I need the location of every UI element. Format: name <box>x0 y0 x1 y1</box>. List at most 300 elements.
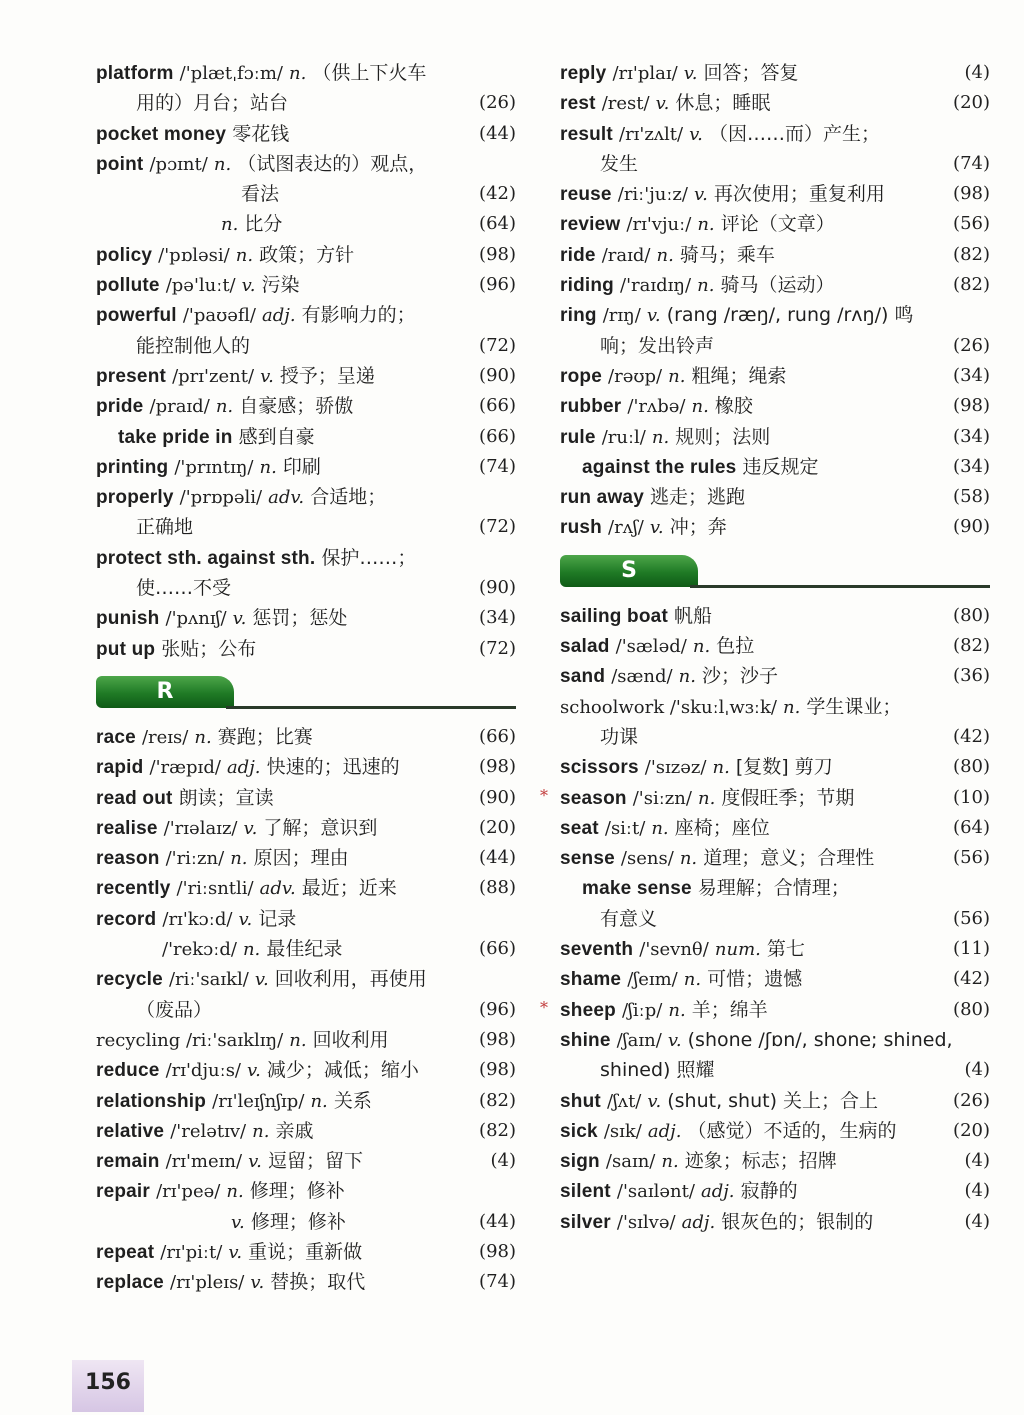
definition: 修理；修补 <box>250 1210 346 1233</box>
page-ref: (4) <box>964 1150 990 1172</box>
phonetic: /sænd/ <box>611 666 673 688</box>
definition: 回答；答复 <box>703 62 799 84</box>
phonetic: /'pɒləsi/ <box>158 244 230 266</box>
glossary-entry <box>96 240 516 270</box>
part-of-speech: v. <box>247 1060 261 1082</box>
glossary-entry <box>96 1086 516 1116</box>
definition: 寂静的 <box>740 1180 798 1203</box>
headword: reply <box>560 63 607 84</box>
glossary-entry <box>96 603 516 633</box>
page-ref: (80) <box>953 756 990 778</box>
glossary-entry <box>96 119 516 149</box>
phonetic: /ruːl/ <box>601 426 646 448</box>
page-ref: (82) <box>953 274 990 296</box>
part-of-speech: v. <box>248 1151 262 1173</box>
glossary-entry <box>96 391 516 421</box>
page-ref: (34) <box>953 425 990 447</box>
glossary-entry <box>96 964 516 994</box>
phonetic: /reɪs/ <box>141 726 189 748</box>
definition: 自豪感；骄傲 <box>239 395 354 418</box>
page-ref: (82) <box>953 243 990 265</box>
headword: silent <box>560 1181 611 1203</box>
definition: 沙；沙子 <box>702 665 779 688</box>
part-of-speech: n. <box>259 456 277 478</box>
section-header <box>560 543 990 601</box>
headword: sailing boat <box>560 605 668 627</box>
definition: 污染 <box>261 274 300 297</box>
glossary-entry <box>96 88 516 118</box>
part-of-speech: adv. <box>259 878 296 900</box>
definition: （试图表达的）观点， <box>237 152 428 175</box>
phonetic: /riː'saɪkl/ <box>168 969 249 991</box>
glossary-entry <box>96 209 516 239</box>
headword: punish <box>96 608 160 630</box>
definition: 骑马；乘车 <box>679 243 775 266</box>
page-ref: (4) <box>964 1059 990 1081</box>
part-of-speech: n. <box>252 1120 270 1142</box>
definition: shined) 照耀 <box>600 1059 715 1082</box>
page-ref: (66) <box>479 725 516 747</box>
headword: rubber <box>560 396 622 418</box>
glossary-entry <box>96 270 516 300</box>
glossary-entry <box>560 692 990 722</box>
page-ref: (98) <box>479 1059 516 1081</box>
part-of-speech: v. <box>683 63 698 84</box>
page-ref: (88) <box>479 877 516 899</box>
part-of-speech: num. <box>714 939 761 961</box>
headword: against the rules <box>582 456 737 478</box>
definition: 零花钱 <box>232 122 290 145</box>
definition: 政策；方针 <box>259 243 355 266</box>
part-of-speech: adj. <box>226 757 261 779</box>
glossary-entry <box>560 1025 990 1055</box>
definition: 再次使用；重复利用 <box>713 183 885 206</box>
definition: 回收利用，再使用 <box>274 968 427 991</box>
part-of-speech: n. <box>697 275 715 297</box>
glossary-entry <box>96 179 516 209</box>
definition: 赛跑；比赛 <box>217 725 313 748</box>
glossary-entry <box>560 149 990 179</box>
headword: put up <box>96 638 156 660</box>
definition: 保护……； <box>321 546 417 569</box>
definition: 最佳纪录 <box>266 938 343 961</box>
page-ref: (82) <box>953 635 990 657</box>
headword: relative <box>96 1120 165 1142</box>
definition: （感觉）不适的，生病的 <box>687 1119 897 1142</box>
definition: 功课 <box>600 725 639 748</box>
glossary-entry <box>560 422 990 452</box>
definition: 有意义 <box>600 907 658 930</box>
headword: replace <box>96 1272 164 1294</box>
page-ref: (90) <box>479 364 516 386</box>
definition: 感到自豪 <box>238 425 315 448</box>
glossary-entry <box>560 482 990 512</box>
definition: 银灰色的；银制的 <box>721 1210 874 1233</box>
phonetic: /'riːzn/ <box>165 848 225 870</box>
definition: 修理；修补 <box>249 1180 345 1203</box>
definition: 快速的；迅速的 <box>266 756 400 779</box>
page-ref: (66) <box>479 425 516 447</box>
glossary-entry <box>96 752 516 782</box>
definition: 回收利用 <box>312 1028 389 1051</box>
headword: shut <box>560 1090 601 1112</box>
page-ref: (44) <box>479 847 516 869</box>
glossary-entry <box>96 995 516 1025</box>
definition: [复数] 剪刀 <box>735 756 833 779</box>
headword: make sense <box>582 878 692 900</box>
headword: scissors <box>560 757 639 779</box>
glossary-entry <box>560 1086 990 1116</box>
glossary-entry <box>96 1025 516 1055</box>
part-of-speech: v. <box>238 908 253 930</box>
glossary-entry <box>560 361 990 391</box>
phonetic: /'ræpɪd/ <box>149 757 221 779</box>
headword: salad <box>560 636 610 658</box>
definition: 记录 <box>258 907 297 930</box>
phonetic: /'prɪntɪŋ/ <box>174 456 254 478</box>
phonetic: /rɪ'peə/ <box>156 1181 221 1203</box>
headword: recently <box>96 878 171 900</box>
headword: sheep <box>560 999 616 1021</box>
definition: 亲戚 <box>275 1119 314 1142</box>
definition: 规则；法则 <box>675 425 771 448</box>
glossary-entry <box>540 995 990 1025</box>
glossary-entry <box>96 1207 516 1237</box>
headword: pollute <box>96 275 160 297</box>
definition: (shut, shut) 关上；合上 <box>667 1089 879 1112</box>
definition: 橡胶 <box>714 395 753 418</box>
phonetic: /riː'juːz/ <box>617 184 688 206</box>
page-ref: (44) <box>479 122 516 144</box>
headword: remain <box>96 1151 160 1173</box>
phonetic: /rest/ <box>601 93 650 115</box>
glossary-entry <box>560 270 990 300</box>
phonetic: /rɪ'vjuː/ <box>626 214 692 236</box>
part-of-speech: adv. <box>268 487 305 509</box>
page-ref: (26) <box>479 92 516 114</box>
glossary-entry <box>560 209 990 239</box>
glossary-entry <box>96 573 516 603</box>
page-ref: (82) <box>479 1119 516 1141</box>
phonetic: /rʌʃ/ <box>608 517 644 539</box>
part-of-speech: n. <box>213 153 232 175</box>
page-ref: (64) <box>953 816 990 838</box>
definition: 冲；奔 <box>669 516 727 539</box>
part-of-speech: n. <box>683 969 702 991</box>
page-ref: (34) <box>953 455 990 477</box>
headword: repair <box>96 1181 151 1203</box>
page-ref: (10) <box>953 786 990 808</box>
headword: rush <box>560 517 602 539</box>
page-ref: (80) <box>953 998 990 1020</box>
headword: powerful <box>96 305 177 327</box>
phonetic: /rɪ'djuːs/ <box>165 1060 241 1082</box>
headword: point <box>96 153 144 175</box>
phonetic: /pɔɪnt/ <box>149 153 208 175</box>
page-ref: (98) <box>479 1240 516 1262</box>
definition: 张贴；公布 <box>161 637 257 660</box>
part-of-speech: v. <box>647 1090 662 1112</box>
phonetic: /rəʊp/ <box>608 365 663 387</box>
part-of-speech: n. <box>235 244 254 266</box>
definition: 度假旺季；节期 <box>721 786 855 809</box>
section-rule <box>690 585 990 588</box>
headword: printing <box>96 456 169 478</box>
phonetic: /'sevnθ/ <box>639 939 709 961</box>
headword: rest <box>560 93 596 115</box>
part-of-speech: n. <box>679 848 698 870</box>
page-ref: (90) <box>479 786 516 808</box>
glossary-entry <box>96 512 516 542</box>
glossary-entry <box>96 361 516 391</box>
phonetic: /'rɪəlaɪz/ <box>163 817 238 839</box>
headword: reduce <box>96 1060 160 1082</box>
page-ref: (26) <box>953 334 990 356</box>
phonetic: /rɪ'piːt/ <box>160 1241 223 1263</box>
definition: 逗留；留下 <box>267 1150 363 1173</box>
definition: 原因；理由 <box>253 847 349 870</box>
part-of-speech: n. <box>242 939 261 961</box>
phonetic: /'plætˌfɔːm/ <box>179 63 283 84</box>
page-ref: (66) <box>479 395 516 417</box>
definition: 能控制他人的 <box>136 334 251 357</box>
glossary-entry <box>560 873 990 903</box>
part-of-speech: n. <box>656 244 674 266</box>
definition: 休息；睡眠 <box>675 92 771 115</box>
glossary-entry <box>96 904 516 934</box>
part-of-speech: v. <box>241 275 256 297</box>
headword: reason <box>96 848 160 870</box>
definition: 学生课业； <box>806 695 902 718</box>
phonetic: /'prɒpəli/ <box>179 487 263 509</box>
glossary-entry <box>96 331 516 361</box>
glossary-entry <box>560 752 990 782</box>
phonetic: /'sæləd/ <box>615 636 687 658</box>
asterisk-icon: * <box>540 997 548 1017</box>
glossary-entry <box>96 543 516 573</box>
phonetic: schoolwork /'skuːlˌwɜːk/ <box>560 696 777 718</box>
headword: shine <box>560 1029 611 1051</box>
glossary-entry <box>560 119 990 149</box>
part-of-speech: v. <box>231 1211 245 1233</box>
page-ref: (74) <box>479 455 516 477</box>
phonetic: /'siːzn/ <box>632 787 692 809</box>
part-of-speech: v. <box>228 1241 243 1263</box>
glossary-entry <box>560 331 990 361</box>
glossary-entry <box>560 1176 990 1206</box>
part-of-speech: adj. <box>681 1211 716 1233</box>
glossary-entry <box>96 934 516 964</box>
headword: repeat <box>96 1241 155 1263</box>
headword: run away <box>560 487 644 509</box>
glossary-entry <box>96 1267 516 1297</box>
definition: 道理；意义；合理性 <box>703 847 875 870</box>
page-ref: (82) <box>479 1089 516 1111</box>
definition: 迹象；标志；招牌 <box>684 1150 837 1173</box>
headword: realise <box>96 817 158 839</box>
part-of-speech: n. <box>651 817 669 839</box>
definition: 违反规定 <box>742 455 819 478</box>
part-of-speech: n. <box>226 1181 244 1203</box>
definition: 了解；意识到 <box>263 816 378 839</box>
part-of-speech: n. <box>697 214 715 236</box>
page-ref: (80) <box>953 604 990 626</box>
page-ref: (42) <box>479 183 516 205</box>
page-ref: (90) <box>953 516 990 538</box>
page-ref: (36) <box>953 665 990 687</box>
phonetic: /'saɪlənt/ <box>616 1181 695 1203</box>
phonetic: /praɪd/ <box>149 396 210 418</box>
part-of-speech: n. <box>692 636 711 658</box>
phonetic: /ʃaɪn/ <box>616 1029 662 1051</box>
part-of-speech: n. <box>310 1090 328 1112</box>
phonetic: /saɪn/ <box>605 1151 656 1173</box>
part-of-speech: n. <box>661 1151 679 1173</box>
page-ref: (4) <box>964 1180 990 1202</box>
page-ref: (66) <box>479 938 516 960</box>
definition: 评论（文章） <box>720 213 835 236</box>
phonetic: /'rʌbə/ <box>627 396 686 418</box>
glossary-entry <box>96 1146 516 1176</box>
headword: ride <box>560 244 596 266</box>
definition: 羊；绵羊 <box>691 998 768 1021</box>
phonetic: /raɪd/ <box>601 244 651 266</box>
phonetic: /sɪk/ <box>603 1120 642 1142</box>
page-ref: (74) <box>953 152 990 174</box>
glossary-entry <box>96 1237 516 1267</box>
glossary-entry <box>560 58 990 88</box>
definition: 帆船 <box>674 604 713 627</box>
definition: 使……不受 <box>136 577 232 600</box>
phonetic: /rɪ'kɔːd/ <box>162 908 233 930</box>
glossary-entry <box>560 631 990 661</box>
headword: pocket money <box>96 123 227 145</box>
phonetic: /rɪŋ/ <box>602 305 641 327</box>
part-of-speech: n. <box>221 214 239 236</box>
page-ref: (96) <box>479 998 516 1020</box>
definition: 惩罚；惩处 <box>252 607 348 630</box>
phonetic: /ʃʌt/ <box>606 1090 642 1112</box>
glossary-entry <box>560 1207 990 1237</box>
part-of-speech: adj. <box>647 1120 682 1142</box>
page-ref: (20) <box>479 816 516 838</box>
phonetic: recycling /riː'saɪklɪŋ/ <box>96 1029 284 1051</box>
page-ref: (72) <box>479 516 516 538</box>
page-ref: (34) <box>953 364 990 386</box>
glossary-entry <box>560 88 990 118</box>
part-of-speech: n. <box>289 63 307 84</box>
headword: platform <box>96 63 174 84</box>
part-of-speech: n. <box>783 696 801 718</box>
glossary-entry <box>560 240 990 270</box>
part-of-speech: n. <box>678 666 696 688</box>
glossary-entry <box>96 843 516 873</box>
part-of-speech: v. <box>646 305 661 327</box>
definition: 朗读；宣读 <box>178 786 274 809</box>
glossary-entry <box>96 422 516 452</box>
definition: （因……而）产生； <box>708 122 880 145</box>
page-ref: (98) <box>479 1028 516 1050</box>
section-letter: S <box>560 555 698 587</box>
page-ref: (56) <box>953 847 990 869</box>
headword: rapid <box>96 757 144 779</box>
page-ref: (20) <box>953 1119 990 1141</box>
part-of-speech: n. <box>194 726 212 748</box>
definition: 关系 <box>333 1089 372 1112</box>
phonetic: /rɪ'meɪn/ <box>165 1151 243 1173</box>
definition: 可惜；遗憾 <box>707 968 803 991</box>
definition: 第七 <box>766 938 805 961</box>
phonetic: /ʃeɪm/ <box>627 969 678 991</box>
part-of-speech: n. <box>668 999 686 1021</box>
headword: silver <box>560 1211 611 1233</box>
part-of-speech: v. <box>689 123 703 145</box>
glossary-entry <box>560 1055 990 1085</box>
phonetic: /'pʌnɪʃ/ <box>165 608 227 630</box>
definition: 减少；减低；缩小 <box>266 1059 419 1082</box>
part-of-speech: n. <box>712 757 730 779</box>
phonetic: /rɪ'pleɪs/ <box>170 1272 245 1294</box>
headword: race <box>96 726 136 748</box>
phonetic: /ʃiːp/ <box>621 999 663 1021</box>
definition: （供上下火车 <box>312 62 427 84</box>
definition: 用的）月台；站台 <box>136 92 289 115</box>
page-ref: (98) <box>953 183 990 205</box>
glossary-entry <box>560 601 990 631</box>
headword: take pride in <box>118 426 233 448</box>
phonetic: /prɪ'zent/ <box>172 365 255 387</box>
glossary-entry <box>96 482 516 512</box>
page-ref: (42) <box>953 968 990 990</box>
page-ref: (58) <box>953 486 990 508</box>
part-of-speech: v. <box>260 365 274 387</box>
section-header <box>96 664 516 722</box>
headword: read out <box>96 787 173 809</box>
part-of-speech: v. <box>243 817 258 839</box>
headword: seat <box>560 817 599 839</box>
phonetic: /'sɪzəz/ <box>644 757 707 779</box>
glossary-entry <box>560 661 990 691</box>
definition: 粗绳；绳索 <box>691 364 787 387</box>
part-of-speech: n. <box>698 787 716 809</box>
page-ref: (72) <box>479 334 516 356</box>
glossary-entry <box>96 1116 516 1146</box>
definition: 骑马（运动） <box>720 274 835 297</box>
part-of-speech: n. <box>230 848 248 870</box>
phonetic: /'rekɔːd/ <box>162 939 237 961</box>
glossary-entry <box>96 58 516 88</box>
glossary-entry <box>96 722 516 752</box>
glossary-entry <box>96 1176 516 1206</box>
glossary-entry <box>560 1146 990 1176</box>
headword: ring <box>560 305 597 327</box>
phonetic: /'raɪdɪŋ/ <box>620 275 692 297</box>
headword: present <box>96 365 167 387</box>
page-ref: (42) <box>953 725 990 747</box>
headword: result <box>560 123 613 145</box>
headword: recycle <box>96 969 163 991</box>
headword: review <box>560 214 621 236</box>
headword: shame <box>560 969 622 991</box>
phonetic: /sens/ <box>620 848 674 870</box>
page-ref: (44) <box>479 1210 516 1232</box>
glossary-entry <box>96 783 516 813</box>
page-ref: (34) <box>479 607 516 629</box>
page-ref: (96) <box>479 274 516 296</box>
glossary-entry <box>560 964 990 994</box>
glossary-entry <box>560 179 990 209</box>
page-ref: (74) <box>479 1271 516 1293</box>
